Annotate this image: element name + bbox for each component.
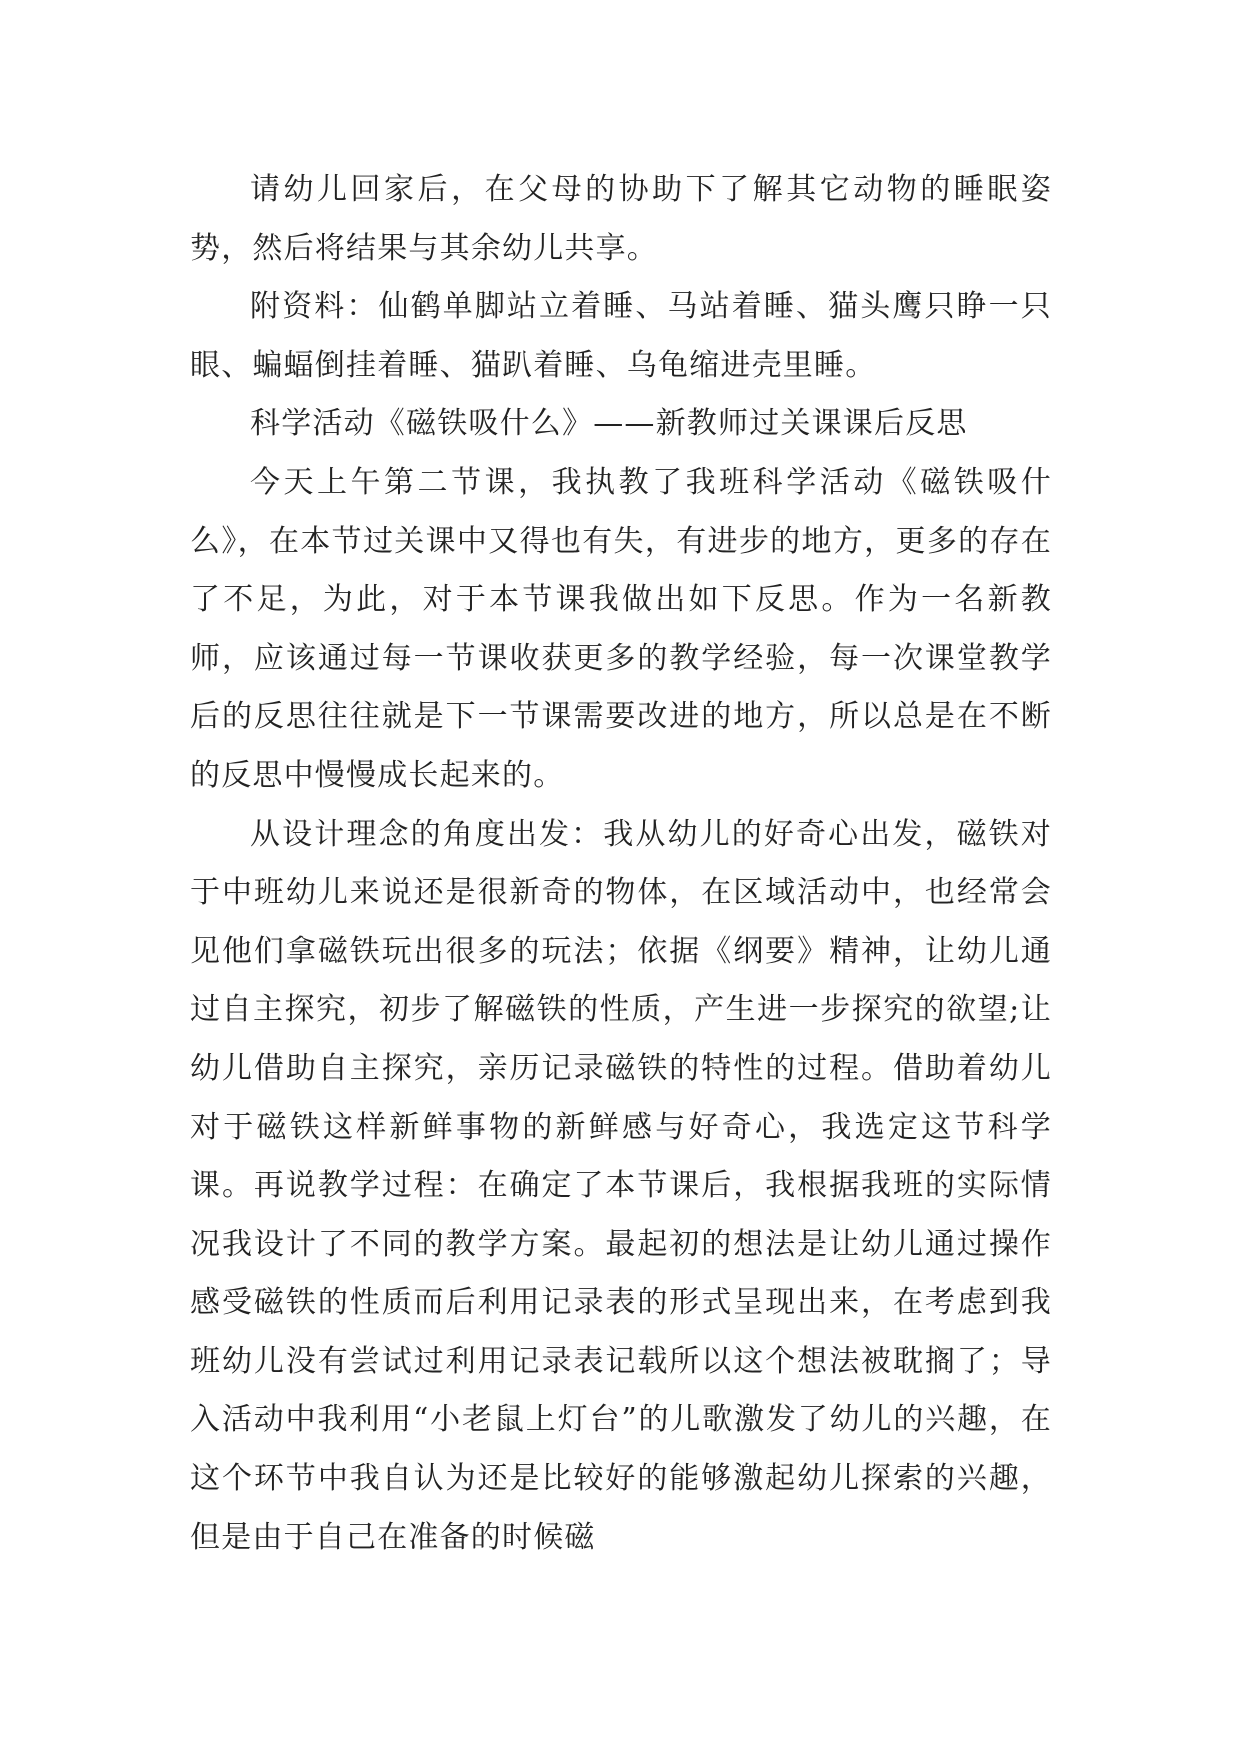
paragraph-design-concept: 从设计理念的角度出发：我从幼儿的好奇心出发，磁铁对于中班幼儿来说还是很新奇的物体，在区域活动中，也经常会见他们拿磁铁玩出很多的玩法；依据《纲要》精神，让幼儿通过自主探究，初步了解磁铁的性质，产生进一步探究的欲望;让幼儿借助自主探究，亲历记录磁铁的特性的过程。借助着幼儿对于磁铁这样新鲜事物的新鲜感与好奇心，我选定这节科学课。再说教学过程：在确定了本节课后，我根据我班的实际情况我设计了不同的教学方案。最起初的想法是让幼儿通过操作感受磁铁的性质而后利用记录表的形式呈现出来，在考虑到我班幼儿没有尝试过利用记录表记载所以这个想法被耽搁了；导入活动中我利用“小老鼠上灯台”的儿歌激发了幼儿的兴趣，在这个环节中我自认为还是比较好的能够激起幼儿探索的兴趣，但是由于自己在准备的时候磁: [190, 816, 1052, 1555]
section-title: 科学活动《磁铁吸什么》——新教师过关课课后反思: [250, 406, 968, 442]
paragraph-reflection-intro: 今天上午第二节课，我执教了我班科学活动《磁铁吸什么》，在本节过关课中又得也有失，有进步的地方，更多的存在了不足，为此，对于本节课我做出如下反思。作为一名新教师，应该通过每一节课收获更多的教学经验，每一次课堂教学后的反思往往就是下一节课需要改进的地方，所以总是在不断的反思中慢慢成长起来的。: [190, 464, 1052, 793]
document-body: [190, 161, 1052, 1567]
paragraph-attached-materials: 附资料：仙鹤单脚站立着睡、马站着睡、猫头鹰只睁一只眼、蝙蝠倒挂着睡、猫趴着睡、乌龟缩进壳里睡。: [190, 289, 1052, 383]
paragraph-home-task: 请幼儿回家后，在父母的协助下了解其它动物的睡眠姿势，然后将结果与其余幼儿共享。: [190, 172, 1052, 266]
